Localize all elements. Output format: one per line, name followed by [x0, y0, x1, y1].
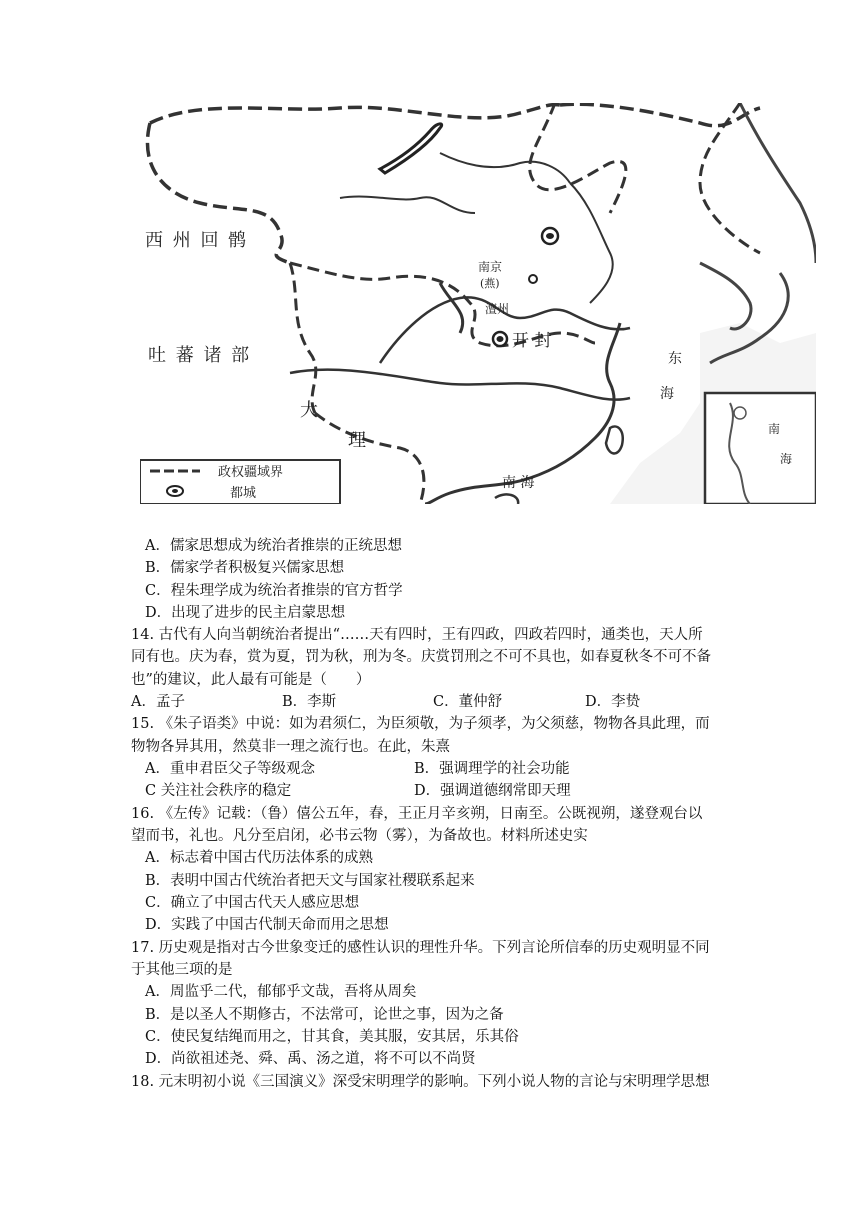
q17-option-b: B．是以圣人不期修古，不法常可，论世之事，因为之备: [145, 1007, 504, 1023]
label-donghai-2: 海: [660, 386, 674, 402]
q17-stem-line2: 于其他三项的是: [131, 962, 233, 978]
q13-option-a: A．儒家思想成为统治者推崇的正统思想: [145, 538, 402, 554]
q14-option-d: D．李贽: [585, 694, 641, 710]
q14-option-c: C．董仲舒: [433, 694, 503, 710]
q17-option-a: A．周监乎二代，郁郁乎文哉，吾将从周矣: [145, 984, 417, 1000]
q15-option-b: B．强调理学的社会功能: [414, 761, 570, 777]
nanjing-marker: [529, 275, 537, 283]
label-donghai-1: 东: [668, 351, 682, 367]
q15-option-c: C 关注社会秩序的稳定: [145, 783, 292, 799]
q13-option-b: B．儒家学者积极复兴儒家思想: [145, 560, 345, 576]
q18-stem-line1: 18. 元末明初小说《三国演义》深受宋明理学的影响。下列小说人物的言论与宋明理学思想: [131, 1074, 710, 1090]
legend-boundary-label: 政权疆域界: [218, 465, 284, 480]
legend-capital-label: 都城: [230, 486, 257, 501]
q16-option-a: A．标志着中国古代历法体系的成熟: [145, 850, 373, 866]
q17-option-d: D．尚欲祖述尧、舜、禹、汤之道，将不可以不尚贤: [145, 1051, 476, 1067]
q14-option-b: B．李斯: [282, 694, 337, 710]
q16-option-d: D．实践了中国古代制天命而用之思想: [145, 917, 389, 933]
inset-label-nan: 南: [768, 422, 781, 436]
label-dali-1: 大: [300, 400, 318, 421]
q15-option-d: D．强调道德纲常即天理: [414, 783, 571, 799]
inset-label-hai: 海: [780, 452, 793, 466]
label-tanzhou: 澶州: [485, 302, 510, 316]
q16-option-b: B．表明中国古代统治者把天文与国家社稷联系起来: [145, 873, 475, 889]
q16-stem-line1: 16. 《左传》记载：（鲁）僖公五年，春，王正月辛亥朔，日南至。公既视朔，遂登观台以: [131, 806, 703, 822]
label-xizhou-huihu: 西 州 回 鹘: [145, 230, 249, 251]
q14-stem-line3: 也”的建议，此人最有可能是（ ）: [131, 672, 371, 688]
label-nanhai: 南 海: [502, 475, 535, 491]
label-nanjing: 南京: [478, 260, 503, 274]
q16-stem-line2: 望而书，礼也。凡分至启闭，必书云物（雾），为备故也。材料所述史实: [131, 828, 588, 844]
q17-option-c: C．使民复结绳而用之，甘其食，美其服，安其居，乐其俗: [145, 1029, 519, 1045]
q14-stem-line2: 同有也。庆为春，赏为夏，罚为秋，刑为冬。庆赏罚刑之不可不具也，如春夏秋冬不可不备: [131, 649, 711, 665]
song-liao-map: [140, 103, 816, 504]
q13-option-d: D．出现了进步的民主启蒙思想: [145, 605, 346, 621]
q14-option-a: A．孟子: [131, 694, 185, 710]
label-kaifeng: 开 封: [512, 331, 552, 351]
q15-stem-line1: 15. 《朱子语类》中说：如为君须仁，为臣须敬，为子须孝，为父须慈，物物各具此理，而: [131, 716, 710, 732]
q13-option-c: C．程朱理学成为统治者推崇的官方哲学: [145, 583, 403, 599]
q16-option-c: C．确立了中国古代天人感应思想: [145, 895, 360, 911]
q14-stem-line1: 14. 古代有人向当朝统治者提出“……天有四时，王有四政，四政若四时，通类也，天人所: [131, 627, 703, 643]
label-dali-2: 理: [348, 430, 366, 451]
inset-map-frame: [705, 393, 816, 504]
q15-stem-line2: 物物各异其用，然莫非一理之流行也。在此，朱熹: [131, 739, 450, 755]
q17-stem-line1: 17. 历史观是指对古今世象变迁的感性认识的理性升华。下列言论所信奉的历史观明显不同: [131, 940, 710, 956]
label-tubo: 吐 蕃 诸 部: [148, 345, 252, 366]
label-nanjing-sub: (燕): [480, 277, 500, 290]
taiwan-island: [606, 427, 623, 454]
q15-option-a: A．重申君臣父子等级观念: [145, 761, 315, 777]
